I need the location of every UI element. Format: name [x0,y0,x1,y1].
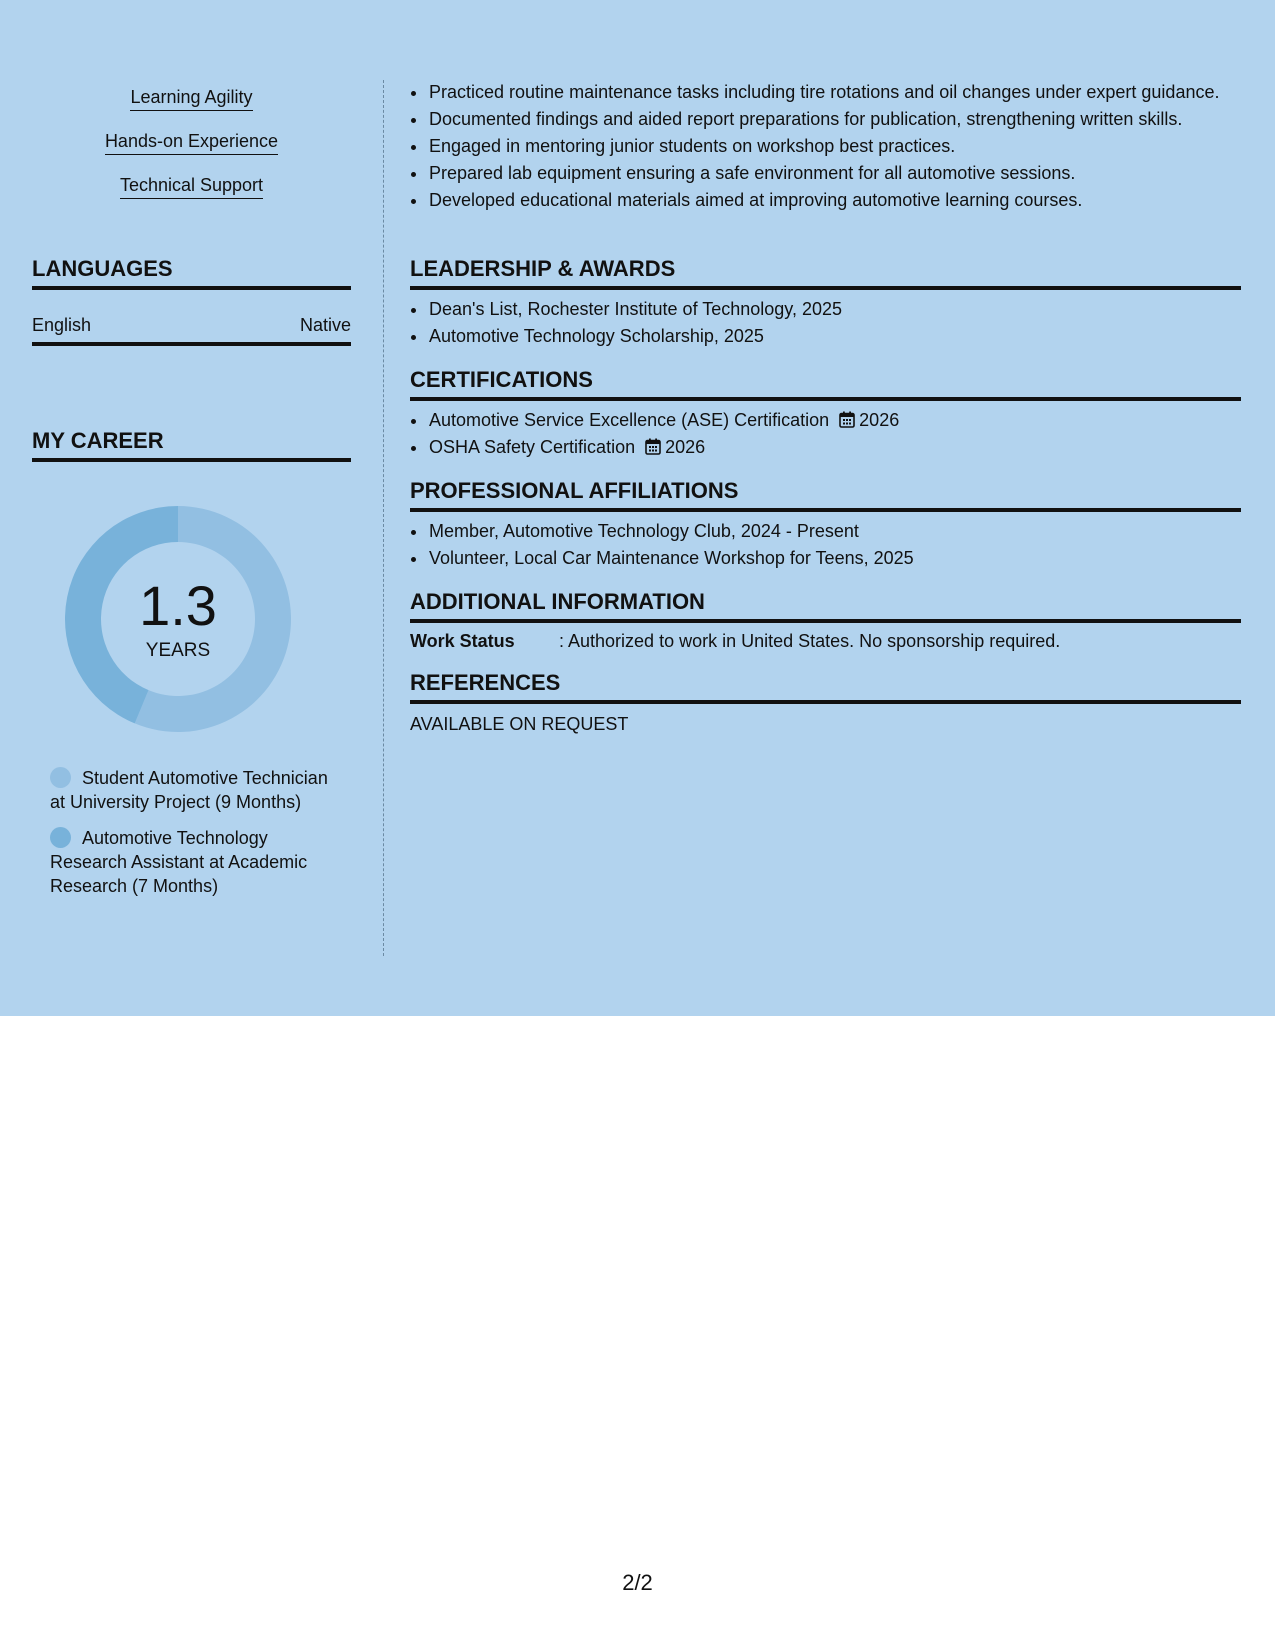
list-item: • Member, Automotive Technology Club, 2024 - Present [428,519,1241,543]
affiliations-section [410,519,1241,573]
certifications-heading: CERTIFICATIONS [410,367,1241,401]
work-status-value: : Authorized to work in United States. No sponsorship required. [559,631,1061,651]
career-total-value: 1.3 [139,574,217,637]
list-item [428,435,1241,459]
language-row [32,312,351,346]
certification-year: 2026 [665,437,706,457]
work-status-label: Work Status [410,631,515,651]
experience-section [410,80,1241,215]
additional-info-heading: ADDITIONAL INFORMATION [410,589,1241,623]
references-text: AVAILABLE ON REQUEST [410,714,629,734]
legend-item [50,766,340,814]
calendar-icon [839,411,855,428]
list-item: • Volunteer, Local Car Maintenance Workshop for Teens, 2025 [428,546,1241,570]
language-level: Native [299,315,351,335]
certification-name: Automotive Service Excellence (ASE) Certification [429,410,830,430]
leadership-list [410,297,1241,348]
experience-bullets [410,80,1241,212]
career-heading: MY CAREER [32,428,351,462]
calendar-icon [645,438,661,455]
leadership-heading: LEADERSHIP & AWARDS [410,256,1241,290]
legend-label: Automotive Technology Research Assistant at Academic Research (7 Months) [50,828,308,896]
certifications-section [410,408,1241,462]
certifications-list [410,408,1241,459]
list-item: • Documented findings and aided report preparations for publication, strengthening written skills. [428,107,1241,131]
legend-dot-icon [50,827,71,848]
list-item [428,408,1241,432]
list-item: • Dean's List, Rochester Institute of Technology, 2025 [428,297,1241,321]
leadership-section [410,297,1241,351]
legend-label: Student Automotive Technician at University Project (9 Months) [50,768,328,812]
affiliations-list [410,519,1241,570]
list-item: • Prepared lab equipment ensuring a safe environment for all automotive sessions. [428,161,1241,185]
legend-dot-icon [50,767,71,788]
languages-heading: LANGUAGES [32,256,351,290]
list-item: • Practiced routine maintenance tasks including tire rotations and oil changes under expert guidance. [428,80,1241,104]
certification-year: 2026 [859,410,900,430]
skill-item: Learning Agility [130,86,252,111]
list-item: • Automotive Technology Scholarship, 2025 [428,324,1241,348]
page-number: 2/2 [622,1570,653,1595]
language-name: English [32,315,92,335]
career-total [65,506,291,732]
certification-name: OSHA Safety Certification [429,437,636,457]
skill-item: Technical Support [120,174,263,199]
legend-item [50,826,340,898]
affiliations-heading: PROFESSIONAL AFFILIATIONS [410,478,1241,512]
work-status-row [410,629,1241,653]
references-heading: REFERENCES [410,670,1241,704]
column-divider [383,80,384,956]
list-item: • Engaged in mentoring junior students on workshop best practices. [428,134,1241,158]
career-legend [50,766,340,910]
skill-item: Hands-on Experience [105,130,278,155]
list-item: • Developed educational materials aimed at improving automotive learning courses. [428,188,1241,212]
career-total-unit: YEARS [145,640,211,661]
skills-list [32,86,351,218]
